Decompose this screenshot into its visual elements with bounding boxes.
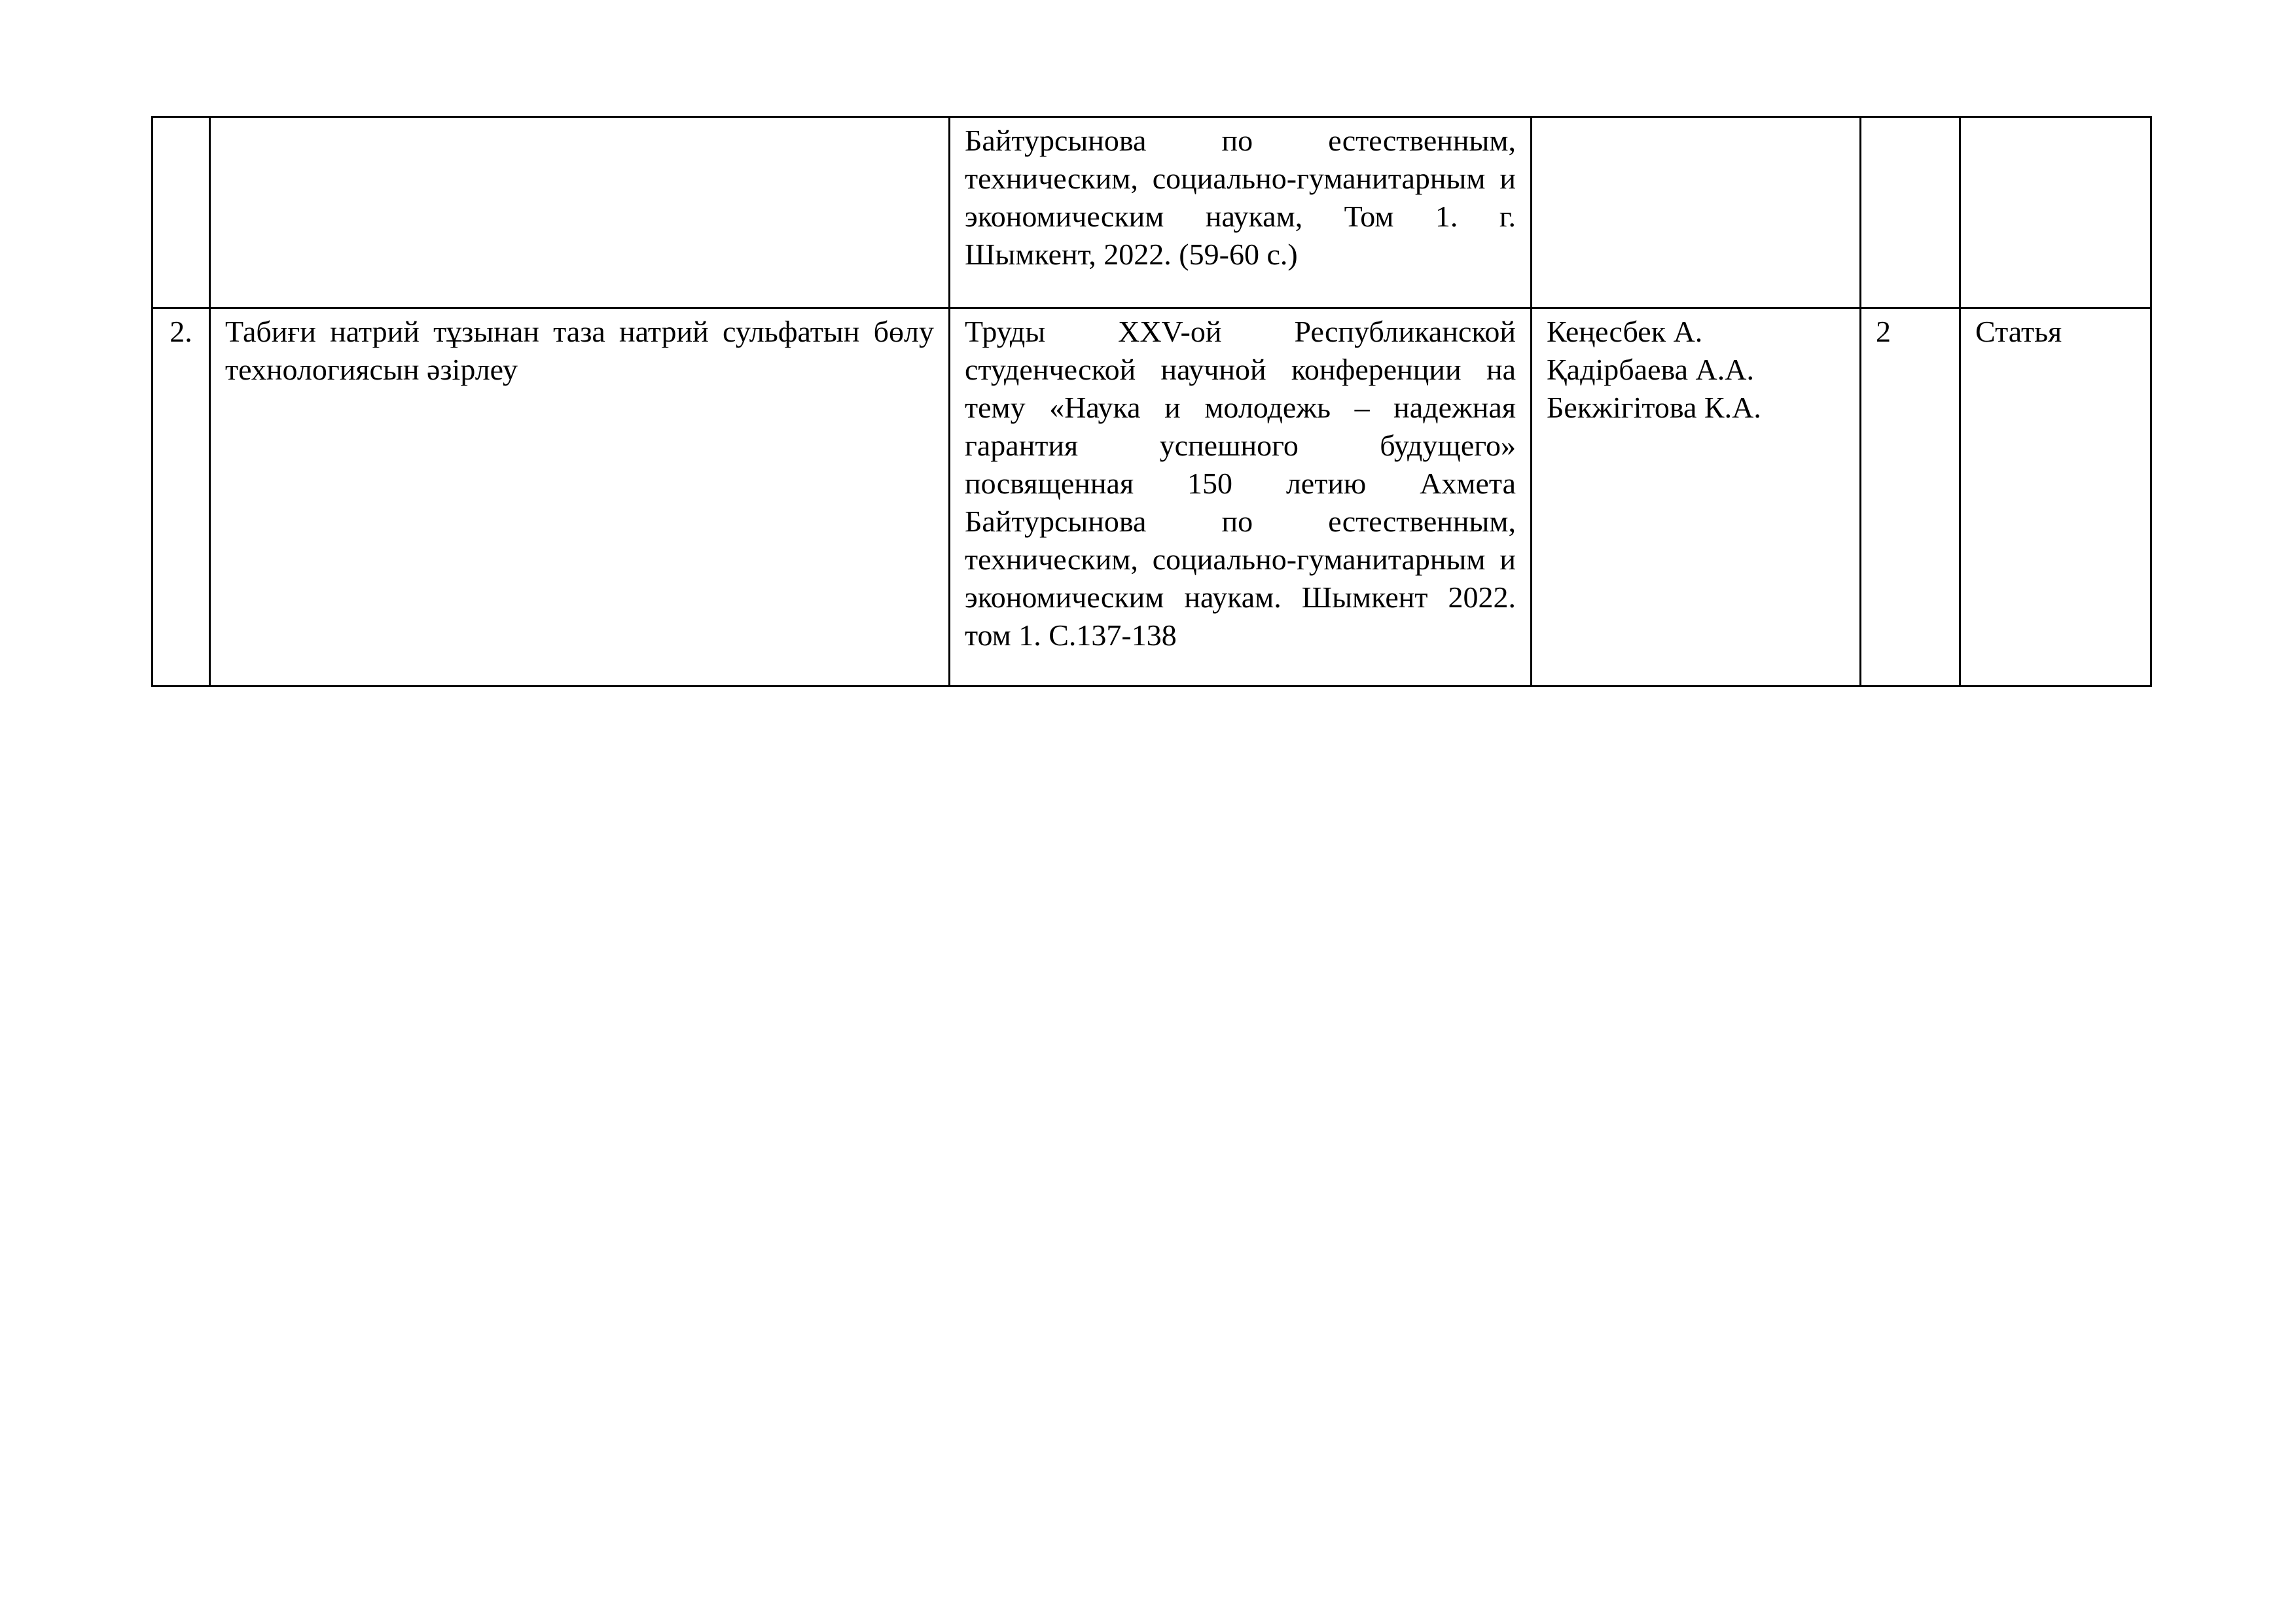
- authors-cell: [1532, 308, 1861, 687]
- authors-cell: [1532, 117, 1861, 308]
- publications-table: [151, 116, 2152, 687]
- type-cell: [1960, 117, 2151, 308]
- source-cell: Труды XXV-ой Республиканской студенческой научной конференции на тему «Наука и молодежь – надежная гарантия успешного будущего» посвященная 150 летию Ахмета Байтурсынова по естественным, техническим, социально-гуманитарным и экономическим наукам. Шымкент 2022. том 1. С.137-138: [950, 308, 1532, 687]
- type-cell: Статья: [1960, 308, 2151, 687]
- table-row: [152, 308, 2151, 687]
- pages-cell: [1861, 117, 1960, 308]
- author-name: Кеңесбек А.: [1547, 315, 1703, 348]
- row-number-cell: 2.: [152, 308, 210, 687]
- title-cell: [210, 117, 950, 308]
- title-cell: Табиғи натрий тұзынан таза натрий сульфатын бөлу технологиясын әзірлеу: [210, 308, 950, 687]
- source-cell: Байтурсынова по естественным, техническим, социально-гуманитарным и экономическим наукам, Том 1. г. Шымкент, 2022. (59-60 с.): [950, 117, 1532, 308]
- pages-cell: 2: [1861, 308, 1960, 687]
- row-number-cell: [152, 117, 210, 308]
- author-name: Бекжігітова К.А.: [1547, 391, 1761, 424]
- author-name: Қадірбаева А.А.: [1547, 353, 1754, 386]
- table-row: [152, 117, 2151, 308]
